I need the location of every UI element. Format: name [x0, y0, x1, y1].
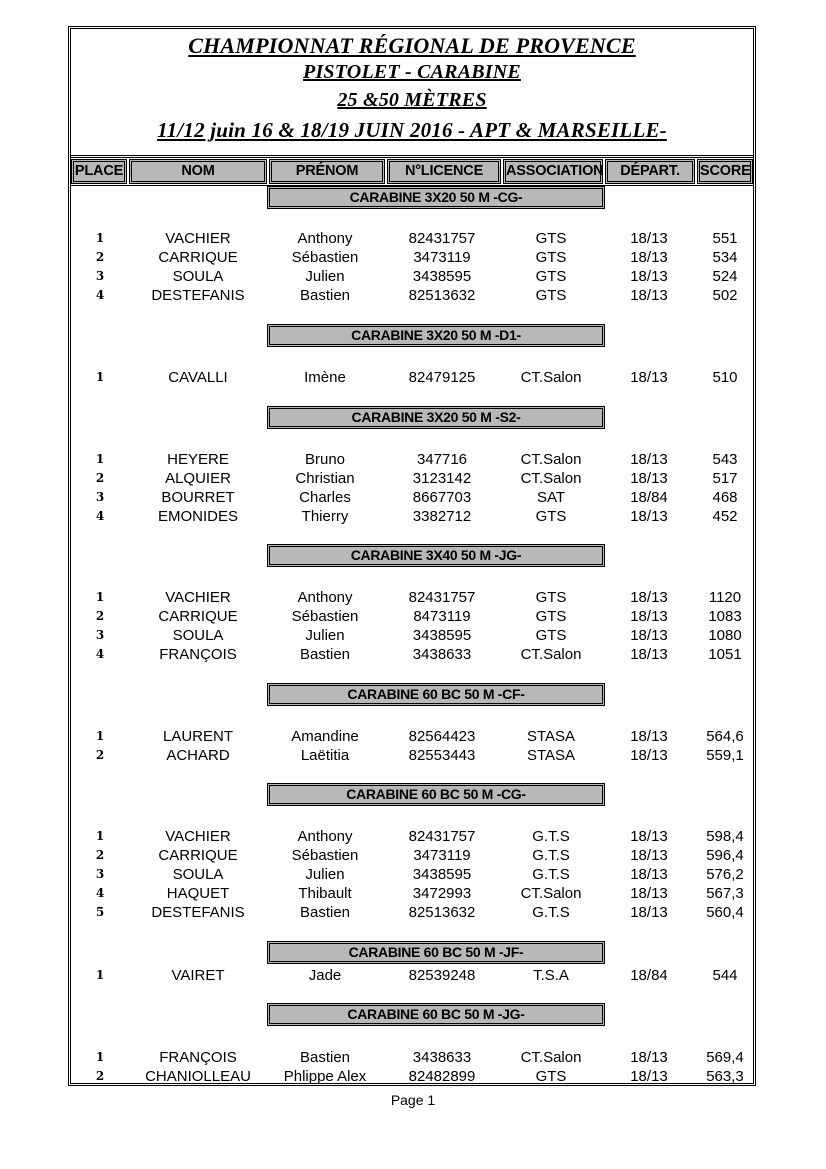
- section-title: CARABINE 3X40 50 M -JG-: [267, 544, 605, 567]
- cell-nom: EMONIDES: [157, 508, 238, 525]
- cell-licence: 82431757: [408, 589, 476, 606]
- cell-score: 524: [712, 268, 738, 285]
- cell-score: 1083: [708, 608, 742, 625]
- cell-licence: 3472993: [412, 885, 472, 902]
- table-row: [71, 727, 753, 746]
- cell-licence: 3473119: [413, 249, 471, 266]
- cell-depart: 18/13: [630, 1068, 668, 1085]
- cell-licence: 82513632: [408, 287, 476, 304]
- cell-score: 534: [712, 249, 738, 266]
- cell-association: STASA: [526, 747, 576, 764]
- cell-score: 576,2: [706, 866, 744, 883]
- cell-prenom: Amandine: [291, 728, 359, 745]
- table-row: [71, 450, 753, 469]
- table-row: [71, 865, 753, 884]
- cell-place: 2: [95, 748, 105, 762]
- cell-prenom: Thierry: [301, 508, 349, 525]
- table-row: [71, 248, 753, 267]
- cell-association: G.T.S: [532, 828, 570, 845]
- cell-association: CT.Salon: [520, 451, 582, 468]
- cell-nom: CAVALLI: [168, 369, 228, 386]
- cell-depart: 18/13: [630, 249, 668, 266]
- cell-place: 2: [95, 1069, 105, 1083]
- cell-score: 551: [712, 230, 738, 247]
- cell-prenom: Julien: [305, 268, 345, 285]
- cell-score: 567,3: [706, 885, 744, 902]
- cell-depart: 18/13: [630, 885, 668, 902]
- cell-prenom: Sébastien: [291, 608, 359, 625]
- table-row: [71, 966, 753, 985]
- cell-prenom: Phlippe Alex: [283, 1068, 367, 1085]
- cell-place: 4: [95, 647, 105, 661]
- title-distances: 25 &50 MÈTRES: [337, 89, 487, 111]
- cell-licence: 8667703: [412, 489, 472, 506]
- cell-depart: 18/13: [630, 451, 668, 468]
- cell-association: CT.Salon: [520, 1049, 582, 1066]
- cell-depart: 18/13: [630, 904, 668, 921]
- header-licence: N°LICENCE: [387, 159, 501, 184]
- cell-association: GTS: [535, 268, 567, 285]
- cell-licence: 82482899: [408, 1068, 476, 1085]
- cell-place: 2: [95, 848, 105, 862]
- cell-prenom: Christian: [295, 470, 355, 487]
- title-dates-venues: 11/12 juin 16 & 18/19 JUIN 2016 - APT & MARSEILLE-: [157, 118, 667, 142]
- title-disciplines: PISTOLET - CARABINE: [303, 61, 521, 83]
- cell-place: 1: [95, 1050, 105, 1064]
- cell-nom: LAURENT: [162, 728, 233, 745]
- cell-depart: 18/13: [630, 1049, 668, 1066]
- cell-place: 3: [95, 628, 105, 642]
- cell-nom: HAQUET: [166, 885, 230, 902]
- cell-association: GTS: [535, 230, 567, 247]
- table-row: [71, 229, 753, 248]
- results-sheet: [68, 26, 756, 1086]
- cell-association: G.T.S: [532, 904, 570, 921]
- cell-licence: 3438595: [412, 866, 472, 883]
- cell-association: GTS: [535, 508, 567, 525]
- cell-association: GTS: [535, 249, 567, 266]
- cell-licence: 82564423: [408, 728, 476, 745]
- section-title: CARABINE 3X20 50 M -D1-: [267, 324, 605, 347]
- cell-nom: SOULA: [172, 866, 224, 883]
- cell-place: 1: [95, 370, 105, 384]
- cell-depart: 18/13: [630, 470, 668, 487]
- cell-licence: 3438633: [412, 646, 472, 663]
- cell-depart: 18/13: [630, 589, 668, 606]
- table-row: [71, 469, 753, 488]
- cell-prenom: Bastien: [299, 1049, 351, 1066]
- cell-nom: HEYERE: [167, 451, 229, 468]
- table-row: [71, 507, 753, 526]
- cell-score: 452: [712, 508, 738, 525]
- cell-licence: 82431757: [408, 230, 476, 247]
- cell-prenom: Laëtitia: [300, 747, 350, 764]
- cell-association: CT.Salon: [520, 646, 582, 663]
- table-row: [71, 286, 753, 305]
- cell-licence: 3438595: [412, 627, 472, 644]
- cell-score: 596,4: [706, 847, 744, 864]
- cell-score: 502: [712, 287, 738, 304]
- header-depart: DÉPART.: [605, 159, 695, 184]
- cell-depart: 18/13: [630, 268, 668, 285]
- cell-place: 1: [95, 968, 105, 982]
- cell-depart: 18/13: [630, 866, 668, 883]
- table-row: [71, 267, 753, 286]
- cell-place: 3: [95, 490, 105, 504]
- header-score: SCORE: [697, 159, 753, 184]
- cell-licence: 3123142: [412, 470, 472, 487]
- table-row: [71, 645, 753, 664]
- cell-score: 598,4: [706, 828, 744, 845]
- cell-prenom: Anthony: [297, 230, 353, 247]
- cell-score: 1080: [708, 627, 742, 644]
- cell-place: 1: [95, 590, 105, 604]
- table-row: [71, 1067, 753, 1086]
- cell-place: 1: [95, 452, 105, 466]
- cell-nom: CARRIQUE: [158, 847, 238, 864]
- cell-prenom: Julien: [305, 627, 345, 644]
- cell-association: STASA: [526, 728, 576, 745]
- cell-place: 4: [95, 509, 105, 523]
- cell-association: SAT: [536, 489, 566, 506]
- cell-nom: FRANÇOIS: [159, 1049, 237, 1066]
- cell-association: T.S.A: [533, 967, 569, 984]
- cell-place: 1: [95, 231, 105, 245]
- cell-licence: 3473119: [413, 847, 471, 864]
- title-block: [71, 29, 753, 158]
- cell-licence: 3438595: [412, 268, 472, 285]
- cell-depart: 18/84: [630, 489, 668, 506]
- cell-nom: VACHIER: [165, 589, 231, 606]
- cell-association: GTS: [535, 287, 567, 304]
- cell-prenom: Sébastien: [291, 847, 359, 864]
- cell-prenom: Sébastien: [291, 249, 359, 266]
- cell-depart: 18/13: [630, 847, 668, 864]
- cell-nom: VACHIER: [165, 828, 231, 845]
- cell-score: 563,3: [706, 1068, 744, 1085]
- cell-licence: 82539248: [408, 967, 476, 984]
- cell-licence: 347716: [416, 451, 468, 468]
- cell-place: 2: [95, 609, 105, 623]
- section-title: CARABINE 60 BC 50 M -CG-: [267, 783, 605, 806]
- cell-score: 1120: [708, 589, 742, 606]
- table-row: [71, 368, 753, 387]
- cell-nom: FRANÇOIS: [159, 646, 237, 663]
- cell-association: GTS: [535, 1068, 567, 1085]
- cell-place: 3: [95, 269, 105, 283]
- cell-nom: CARRIQUE: [158, 608, 238, 625]
- cell-prenom: Anthony: [297, 828, 353, 845]
- header-prenom: PRÉNOM: [269, 159, 385, 184]
- cell-licence: 82553443: [408, 747, 476, 764]
- cell-nom: DESTEFANIS: [151, 904, 245, 921]
- cell-prenom: Jade: [308, 967, 342, 984]
- cell-place: 3: [95, 867, 105, 881]
- table-row: [71, 488, 753, 507]
- cell-score: 559,1: [706, 747, 744, 764]
- cell-score: 468: [712, 489, 738, 506]
- cell-nom: ACHARD: [166, 747, 230, 764]
- table-row: [71, 588, 753, 607]
- table-row: [71, 607, 753, 626]
- cell-association: G.T.S: [532, 847, 570, 864]
- cell-place: 4: [95, 288, 105, 302]
- table-row: [71, 884, 753, 903]
- cell-association: CT.Salon: [520, 885, 582, 902]
- cell-depart: 18/13: [630, 646, 668, 663]
- cell-depart: 18/13: [630, 369, 668, 386]
- section-title: CARABINE 3X20 50 M -S2-: [267, 406, 605, 429]
- table-row: [71, 626, 753, 645]
- cell-depart: 18/13: [630, 728, 668, 745]
- cell-association: GTS: [535, 589, 567, 606]
- cell-score: 564,6: [706, 728, 744, 745]
- cell-score: 569,4: [706, 1049, 744, 1066]
- section-title: CARABINE 60 BC 50 M -JG-: [267, 1003, 605, 1026]
- table-row: [71, 903, 753, 922]
- cell-licence: 3382712: [412, 508, 472, 525]
- table-row: [71, 746, 753, 765]
- cell-prenom: Bastien: [299, 287, 351, 304]
- cell-nom: CHANIOLLEAU: [145, 1068, 251, 1085]
- cell-depart: 18/13: [630, 230, 668, 247]
- table-row: [71, 827, 753, 846]
- page-number: Page 1: [390, 1092, 436, 1108]
- cell-prenom: Charles: [299, 489, 351, 506]
- cell-nom: SOULA: [172, 268, 224, 285]
- header-nom: NOM: [129, 159, 267, 184]
- cell-prenom: Bastien: [299, 646, 351, 663]
- cell-place: 2: [95, 471, 105, 485]
- cell-score: 1051: [708, 646, 742, 663]
- cell-depart: 18/13: [630, 828, 668, 845]
- cell-association: CT.Salon: [520, 369, 582, 386]
- cell-prenom: Anthony: [297, 589, 353, 606]
- section-title: CARABINE 60 BC 50 M -CF-: [267, 683, 605, 706]
- header-association: ASSOCIATION: [503, 159, 603, 184]
- cell-licence: 82479125: [408, 369, 476, 386]
- cell-prenom: Thibault: [298, 885, 352, 902]
- cell-prenom: Julien: [305, 866, 345, 883]
- cell-nom: VAIRET: [171, 967, 225, 984]
- cell-nom: BOURRET: [161, 489, 235, 506]
- column-headers: [71, 159, 753, 184]
- cell-score: 510: [712, 369, 738, 386]
- cell-place: 4: [95, 886, 105, 900]
- cell-nom: ALQUIER: [165, 470, 231, 487]
- cell-place: 1: [95, 829, 105, 843]
- cell-licence: 82431757: [408, 828, 476, 845]
- cell-association: CT.Salon: [520, 470, 582, 487]
- cell-score: 543: [712, 451, 738, 468]
- cell-depart: 18/13: [630, 608, 668, 625]
- cell-place: 5: [95, 905, 105, 919]
- cell-depart: 18/13: [630, 627, 668, 644]
- cell-depart: 18/13: [630, 287, 668, 304]
- cell-association: GTS: [535, 627, 567, 644]
- cell-score: 560,4: [706, 904, 744, 921]
- cell-nom: VACHIER: [165, 230, 231, 247]
- cell-licence: 3438633: [412, 1049, 472, 1066]
- table-row: [71, 1048, 753, 1067]
- cell-nom: CARRIQUE: [158, 249, 238, 266]
- cell-nom: DESTEFANIS: [151, 287, 245, 304]
- cell-prenom: Bastien: [299, 904, 351, 921]
- cell-licence: 8473119: [413, 608, 471, 625]
- cell-place: 2: [95, 250, 105, 264]
- cell-prenom: Imène: [304, 369, 346, 386]
- cell-score: 544: [712, 967, 738, 984]
- cell-depart: 18/13: [630, 508, 668, 525]
- table-row: [71, 846, 753, 865]
- cell-place: 1: [95, 729, 105, 743]
- cell-licence: 82513632: [408, 904, 476, 921]
- cell-association: G.T.S: [532, 866, 570, 883]
- header-place: PLACE: [71, 159, 127, 184]
- cell-association: GTS: [535, 608, 567, 625]
- cell-depart: 18/84: [630, 967, 668, 984]
- cell-score: 517: [712, 470, 738, 487]
- title-championship: CHAMPIONNAT RÉGIONAL DE PROVENCE: [188, 33, 636, 58]
- cell-depart: 18/13: [630, 747, 668, 764]
- cell-nom: SOULA: [172, 627, 224, 644]
- section-title: CARABINE 3X20 50 M -CG-: [267, 186, 605, 209]
- section-title: CARABINE 60 BC 50 M -JF-: [267, 941, 605, 964]
- cell-prenom: Bruno: [304, 451, 346, 468]
